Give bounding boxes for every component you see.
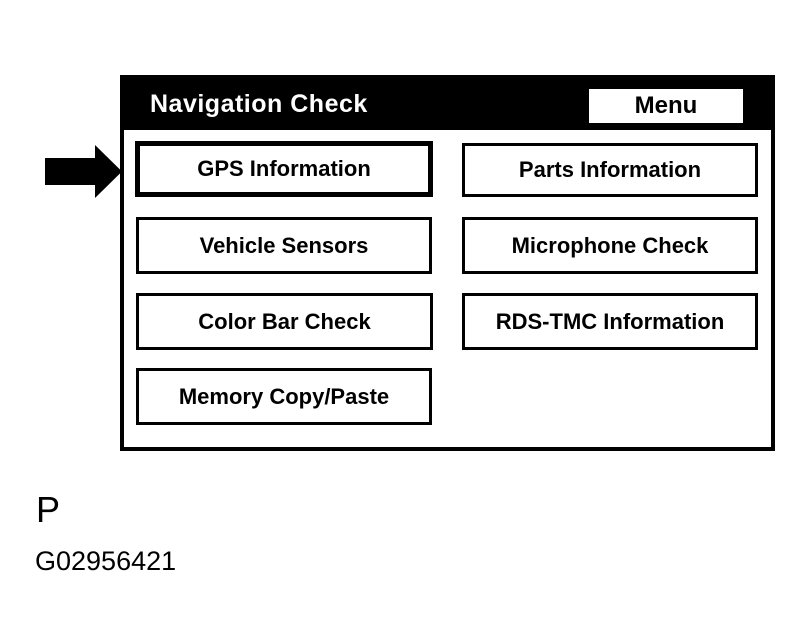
button-label: Color Bar Check — [198, 308, 371, 334]
button-label: GPS Information — [197, 156, 371, 181]
button-label: Microphone Check — [511, 232, 709, 258]
button-rds-tmc-information[interactable] — [462, 293, 758, 350]
button-microphone-check[interactable] — [462, 217, 758, 274]
figure-id-label: G02956421 — [35, 546, 177, 576]
figure-caption-letter: P — [36, 489, 61, 530]
screen-header — [124, 79, 771, 130]
menu-button[interactable] — [589, 89, 743, 123]
button-gps-information[interactable] — [135, 141, 433, 197]
button-label: Memory Copy/Paste — [178, 383, 390, 409]
button-label: RDS-TMC Information — [495, 308, 725, 334]
menu-button-label: Menu — [634, 92, 698, 119]
arrow-right-icon — [45, 145, 122, 198]
button-parts-information[interactable] — [462, 143, 758, 197]
button-color-bar-check[interactable] — [136, 293, 433, 350]
button-label: Vehicle Sensors — [199, 232, 369, 258]
button-label: Parts Information — [518, 157, 702, 182]
button-vehicle-sensors[interactable] — [136, 217, 432, 274]
page-title: Navigation Check — [150, 90, 368, 118]
navigation-check-screen — [120, 75, 775, 451]
button-memory-copy-paste[interactable] — [136, 368, 432, 425]
